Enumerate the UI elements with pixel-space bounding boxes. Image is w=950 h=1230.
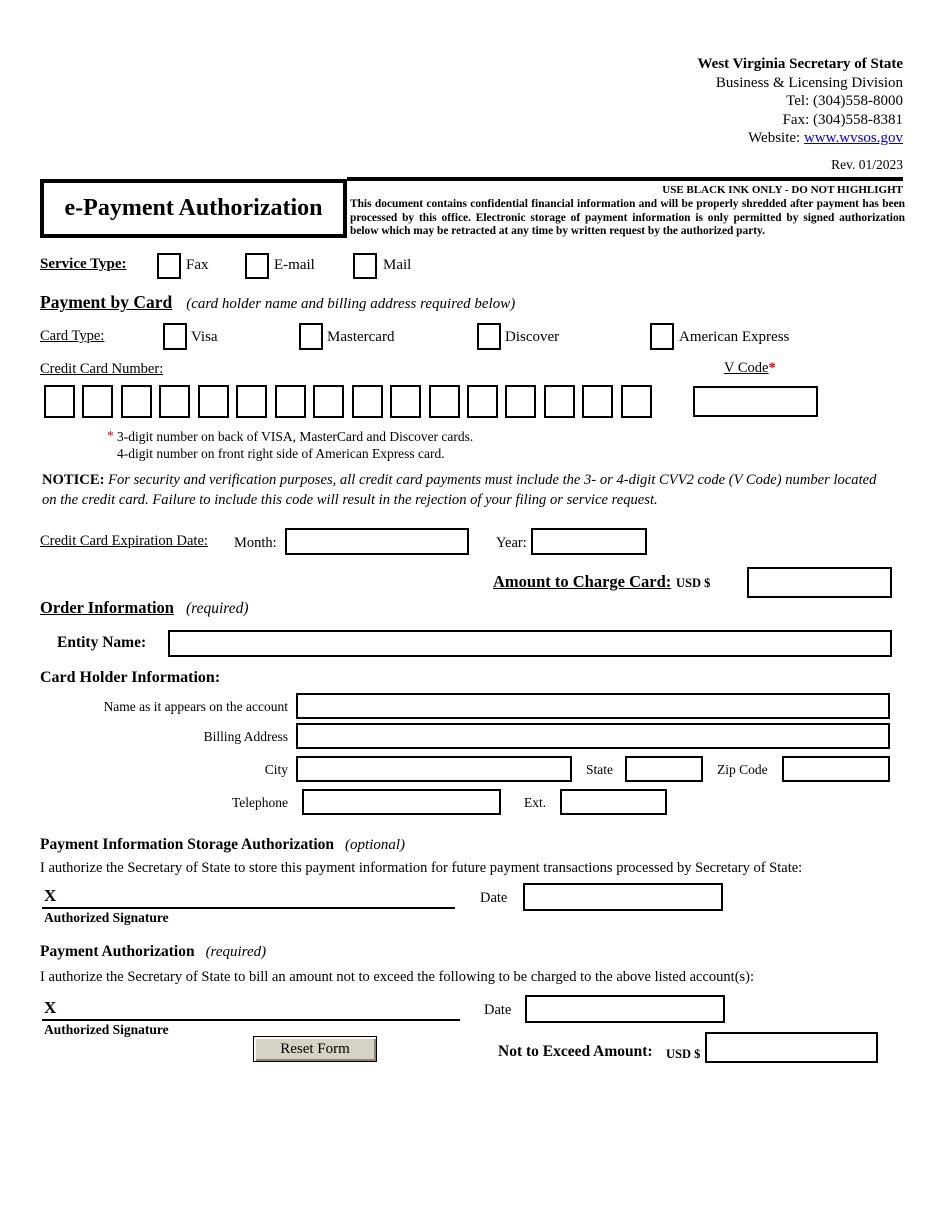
card-number-box[interactable] [198, 385, 229, 418]
confidentiality-notice: This document contains confidential financial information and will be properly shredded after payment has been processed by this office. Electronic storage of payment information is only permitted by signed authorization below which may be retracted at any time by written request by the authorized party. [350, 198, 905, 238]
vcode-label-row [724, 360, 776, 377]
card-type-checkbox-amex[interactable] [650, 323, 674, 350]
revision-date: Rev. 01/2023 [831, 157, 903, 172]
order-information-heading-row [40, 598, 249, 618]
reset-form-button[interactable]: Reset Form [253, 1036, 377, 1062]
card-type-checkbox-mastercard[interactable] [299, 323, 323, 350]
amount-usd-label: USD $ [676, 576, 711, 590]
storage-signature-line[interactable] [42, 880, 455, 909]
card-number-box[interactable] [621, 385, 652, 418]
card-number-label: Credit Card Number: [40, 361, 164, 377]
payment-auth-heading-row [40, 943, 266, 961]
website-label: Website: [748, 130, 804, 146]
card-number-box[interactable] [121, 385, 152, 418]
payment-by-card-note: (card holder name and billing address required below) [186, 296, 516, 312]
year-label: Year: [496, 535, 527, 551]
storage-date-input[interactable] [523, 883, 723, 911]
amount-to-charge-input[interactable] [747, 567, 892, 598]
card-type-option-mastercard: Mastercard [327, 329, 395, 345]
ext-label: Ext. [524, 795, 547, 810]
account-name-label: Name as it appears on the account [103, 699, 288, 714]
payment-signature-line[interactable] [42, 992, 460, 1021]
expiration-date-label: Credit Card Expiration Date: [40, 533, 208, 549]
ink-warning: USE BLACK INK ONLY - DO NOT HIGHLIGHT [662, 184, 903, 196]
order-information-heading: Order Information [40, 598, 174, 617]
payment-by-card-heading-row [40, 292, 515, 313]
month-label: Month: [234, 535, 277, 551]
billing-address-label: Billing Address [203, 729, 288, 744]
card-number-box[interactable] [275, 385, 306, 418]
card-type-checkbox-visa[interactable] [163, 323, 187, 350]
storage-auth-heading: Payment Information Storage Authorization [40, 836, 335, 853]
storage-signature-x: X [44, 886, 57, 905]
storage-auth-note: (optional) [345, 837, 406, 853]
telephone-input[interactable] [302, 789, 501, 815]
zip-code-label: Zip Code [717, 762, 768, 777]
payment-date-label: Date [484, 1002, 512, 1018]
card-type-option-visa: Visa [191, 329, 218, 345]
form-title: e-Payment Authorization [64, 195, 323, 221]
storage-auth-statement: I authorize the Secretary of State to store this payment information for future payment transactions processed by Secretary of State: [40, 860, 803, 876]
ext-input[interactable] [560, 789, 667, 815]
entity-name-label: Entity Name: [57, 634, 147, 651]
agency-website-line [697, 129, 903, 148]
city-label: City [264, 762, 288, 777]
card-number-box[interactable] [390, 385, 421, 418]
service-type-checkbox-email[interactable] [245, 253, 269, 279]
card-number-box[interactable] [352, 385, 383, 418]
telephone-label: Telephone [231, 795, 288, 810]
card-type-label: Card Type: [40, 328, 105, 344]
title-divider-line [347, 177, 903, 181]
card-number-box[interactable] [429, 385, 460, 418]
billing-address-input[interactable] [296, 723, 890, 749]
service-type-checkbox-mail[interactable] [353, 253, 377, 279]
payment-signature-x: X [44, 998, 57, 1017]
card-number-box[interactable] [544, 385, 575, 418]
entity-name-input[interactable] [168, 630, 892, 657]
state-input[interactable] [625, 756, 703, 782]
payment-by-card-heading: Payment by Card [40, 292, 173, 312]
form-title-box [40, 179, 347, 238]
vcode-required-asterisk: * [768, 360, 776, 376]
vcode-footnote-line2: 4-digit number on front right side of American Express card. [117, 445, 445, 461]
card-holder-heading: Card Holder Information: [40, 669, 221, 686]
card-number-box[interactable] [467, 385, 498, 418]
agency-fax: Fax: (304)558-8381 [782, 111, 903, 128]
payment-date-input[interactable] [525, 995, 725, 1023]
service-type-option-email: E-mail [274, 257, 315, 273]
card-number-box[interactable] [505, 385, 536, 418]
not-to-exceed-input[interactable] [705, 1032, 878, 1063]
account-name-input[interactable] [296, 693, 890, 719]
payment-auth-note: (required) [205, 944, 267, 960]
vcode-label: V Code [724, 360, 769, 376]
card-type-option-amex: American Express [679, 329, 790, 345]
card-type-checkbox-discover[interactable] [477, 323, 501, 350]
vcode-footnote [117, 429, 473, 462]
agency-name: West Virginia Secretary of State [697, 56, 903, 72]
storage-date-label: Date [480, 890, 508, 906]
amount-to-charge-label: Amount to Charge Card: [493, 572, 672, 591]
payment-auth-heading: Payment Authorization [40, 943, 195, 960]
zip-code-input[interactable] [782, 756, 890, 782]
storage-signature-caption: Authorized Signature [44, 910, 169, 925]
month-input[interactable] [285, 528, 469, 555]
service-type-checkbox-fax[interactable] [157, 253, 181, 279]
agency-division: Business & Licensing Division [715, 74, 903, 91]
storage-auth-heading-row [40, 836, 405, 854]
card-number-box[interactable] [236, 385, 267, 418]
not-to-exceed-usd-label: USD $ [666, 1047, 701, 1061]
notice-text: For security and verification purposes, all credit card payments must include the 3- or 4-digit CVV2 code (V Code) number located on the credit card. Failure to include this code will result in the rejection of your filing or service request. [42, 472, 877, 508]
agency-tel: Tel: (304)558-8000 [786, 93, 903, 109]
website-link[interactable]: www.wvsos.gov [803, 130, 903, 146]
payment-signature-caption: Authorized Signature [44, 1022, 169, 1037]
card-number-box[interactable] [582, 385, 613, 418]
card-number-box[interactable] [44, 385, 75, 418]
agency-header [697, 55, 903, 148]
notice-label: NOTICE: [42, 472, 105, 488]
not-to-exceed-label: Not to Exceed Amount: [498, 1043, 653, 1060]
service-type-label: Service Type: [40, 256, 127, 272]
order-information-note: (required) [185, 600, 249, 617]
card-number-boxes [44, 385, 652, 418]
service-type-option-mail: Mail [383, 257, 412, 273]
service-type-option-fax: Fax [186, 257, 209, 273]
footnote-asterisk: * [107, 428, 114, 443]
vcode-input[interactable] [693, 386, 818, 417]
security-notice [42, 471, 887, 510]
card-type-option-discover: Discover [505, 329, 560, 345]
payment-auth-statement: I authorize the Secretary of State to bill an amount not to exceed the following to be charged to the above listed account(s): [40, 969, 755, 985]
card-number-box[interactable] [159, 385, 190, 418]
card-number-box[interactable] [313, 385, 344, 418]
card-number-box[interactable] [82, 385, 113, 418]
city-input[interactable] [296, 756, 572, 782]
vcode-footnote-line1: 3-digit number on back of VISA, MasterCard and Discover cards. [117, 429, 474, 444]
state-label: State [586, 762, 613, 777]
year-input[interactable] [531, 528, 647, 555]
